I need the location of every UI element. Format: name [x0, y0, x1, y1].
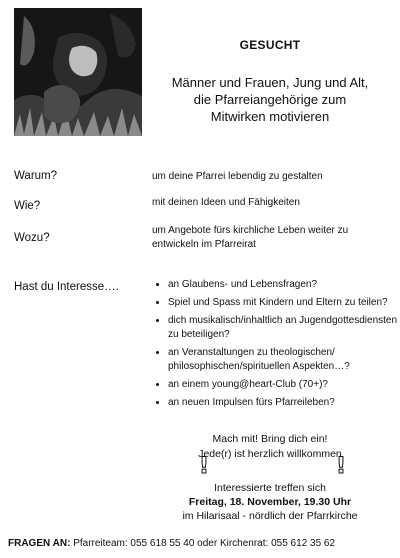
list-item: • an neuen Impulsen fürs Pfarreileben? — [168, 396, 400, 410]
meeting-date: Freitag, 18. November, 19.30 Uhr — [188, 496, 352, 508]
call-to-action — [150, 432, 390, 462]
answer-warum: um deine Pfarrei lebendig zu gestalten — [152, 171, 323, 182]
list-item: • an Veranstaltungen zu theologischen/ philosophischen/spirituellen Aspekten…? — [168, 346, 400, 374]
question-label-wie: Wie? — [14, 200, 41, 212]
answer-line: entwickeln im Pfarreirat — [152, 239, 256, 250]
answer-wozu — [152, 224, 392, 252]
cta-line: Jede(r) ist herzlich willkommen — [198, 448, 342, 460]
exclamation-icon: ! — [199, 454, 210, 479]
answer-wie: mit deinen Ideen und Fähigkeiten — [152, 197, 300, 208]
list-item: • Spiel und Spass mit Kindern und Eltern zu teilen? — [168, 296, 400, 310]
answer-line: um Angebote fürs kirchliche Leben weiter zu — [152, 225, 349, 236]
cta-line: Mach mit! Bring dich ein! — [212, 433, 328, 445]
meeting-location: im Hilarisaal - nördlich der Pfarrkirche — [182, 510, 358, 522]
header-photo — [14, 8, 142, 136]
page-title: GESUCHT — [239, 38, 301, 52]
meeting-info — [150, 481, 390, 523]
header — [150, 38, 390, 125]
exclamation-icon: ! — [336, 454, 347, 479]
headline-line: Männer und Frauen, Jung und Alt, — [171, 75, 369, 90]
headline-line: die Pfarreiangehörige zum — [193, 92, 347, 107]
interest-label: Hast du Interesse…. — [14, 281, 119, 293]
footer-contacts: Pfarreiteam: 055 618 55 40 oder Kirchenrat: 055 612 35 62 — [73, 538, 336, 549]
headline-line: Mitwirken motivieren — [210, 109, 330, 124]
question-label-warum: Warum? — [14, 170, 58, 182]
question-label-wozu: Wozu? — [14, 232, 50, 244]
list-item: • dich musikalisch/inhaltlich an Jugendgottesdiensten zu beteiligen? — [168, 314, 400, 342]
footer-lead: FRAGEN AN: — [8, 538, 71, 549]
meeting-line: Interessierte treffen sich — [214, 482, 326, 494]
footer — [8, 538, 335, 549]
interest-list — [152, 278, 400, 414]
list-item: • an einem young@heart-Club (70+)? — [168, 378, 400, 392]
list-item: • an Glaubens- und Lebensfragen? — [168, 278, 400, 292]
headline — [150, 74, 390, 125]
